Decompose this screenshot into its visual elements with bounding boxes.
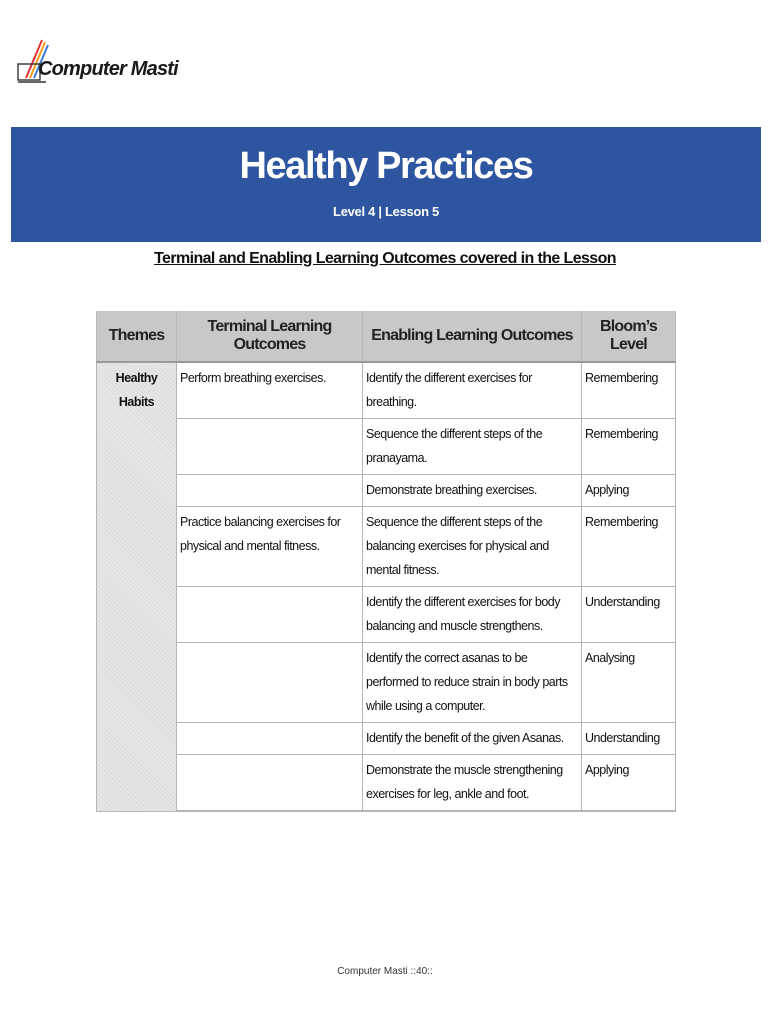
table-row (97, 755, 676, 812)
lesson-subtitle: Level 4 | Lesson 5 (333, 204, 439, 219)
section-heading (0, 250, 770, 268)
enabling-cell: Sequence the different steps of the balancing exercises for physical and mental fitness. (363, 507, 582, 587)
page-footer: Computer Masti ::40:: (337, 966, 433, 977)
outcomes-table (96, 311, 676, 812)
table-row (97, 643, 676, 723)
table-row (97, 475, 676, 507)
enabling-cell: Sequence the different steps of the pranayama. (363, 419, 582, 475)
terminal-cell: Practice balancing exercises for physical and mental fitness. (177, 507, 363, 587)
terminal-cell (177, 643, 363, 723)
level-cell: Understanding (582, 723, 676, 755)
terminal-cell (177, 587, 363, 643)
terminal-cell (177, 723, 363, 755)
header-blooms-level: Bloom’s Level (582, 311, 676, 362)
level-cell: Understanding (582, 587, 676, 643)
theme-cell: Healthy Habits (97, 362, 177, 811)
level-cell: Remembering (582, 362, 676, 419)
level-cell: Applying (582, 755, 676, 812)
section-heading-text: Terminal and Enabling Learning Outcomes covered in the Lesson (154, 250, 616, 267)
table-header-row (97, 311, 676, 362)
enabling-cell: Identify the different exercises for body balancing and muscle strengthens. (363, 587, 582, 643)
level-cell: Applying (582, 475, 676, 507)
brand-logo (16, 38, 206, 90)
table-row (97, 723, 676, 755)
level-cell: Analysing (582, 643, 676, 723)
table-row (97, 419, 676, 475)
level-cell: Remembering (582, 419, 676, 475)
title-banner (11, 127, 761, 242)
enabling-cell: Demonstrate breathing exercises. (363, 475, 582, 507)
header-enabling-outcomes: Enabling Learning Outcomes (363, 311, 582, 362)
terminal-cell (177, 475, 363, 507)
brand-name: Computer Masti (38, 58, 178, 80)
page-title: Healthy Practices (239, 145, 533, 187)
terminal-cell: Perform breathing exercises. (177, 362, 363, 419)
header-terminal-outcomes: Terminal Learning Outcomes (177, 311, 363, 362)
table-row (97, 587, 676, 643)
enabling-cell: Identify the different exercises for breathing. (363, 362, 582, 419)
terminal-cell (177, 419, 363, 475)
header-themes: Themes (97, 311, 177, 362)
terminal-cell (177, 755, 363, 812)
enabling-cell: Demonstrate the muscle strengthening exercises for leg, ankle and foot. (363, 755, 582, 812)
level-cell: Remembering (582, 507, 676, 587)
table-row (97, 362, 676, 419)
enabling-cell: Identify the correct asanas to be performed to reduce strain in body parts while using a computer. (363, 643, 582, 723)
table-row (97, 507, 676, 587)
enabling-cell: Identify the benefit of the given Asanas. (363, 723, 582, 755)
